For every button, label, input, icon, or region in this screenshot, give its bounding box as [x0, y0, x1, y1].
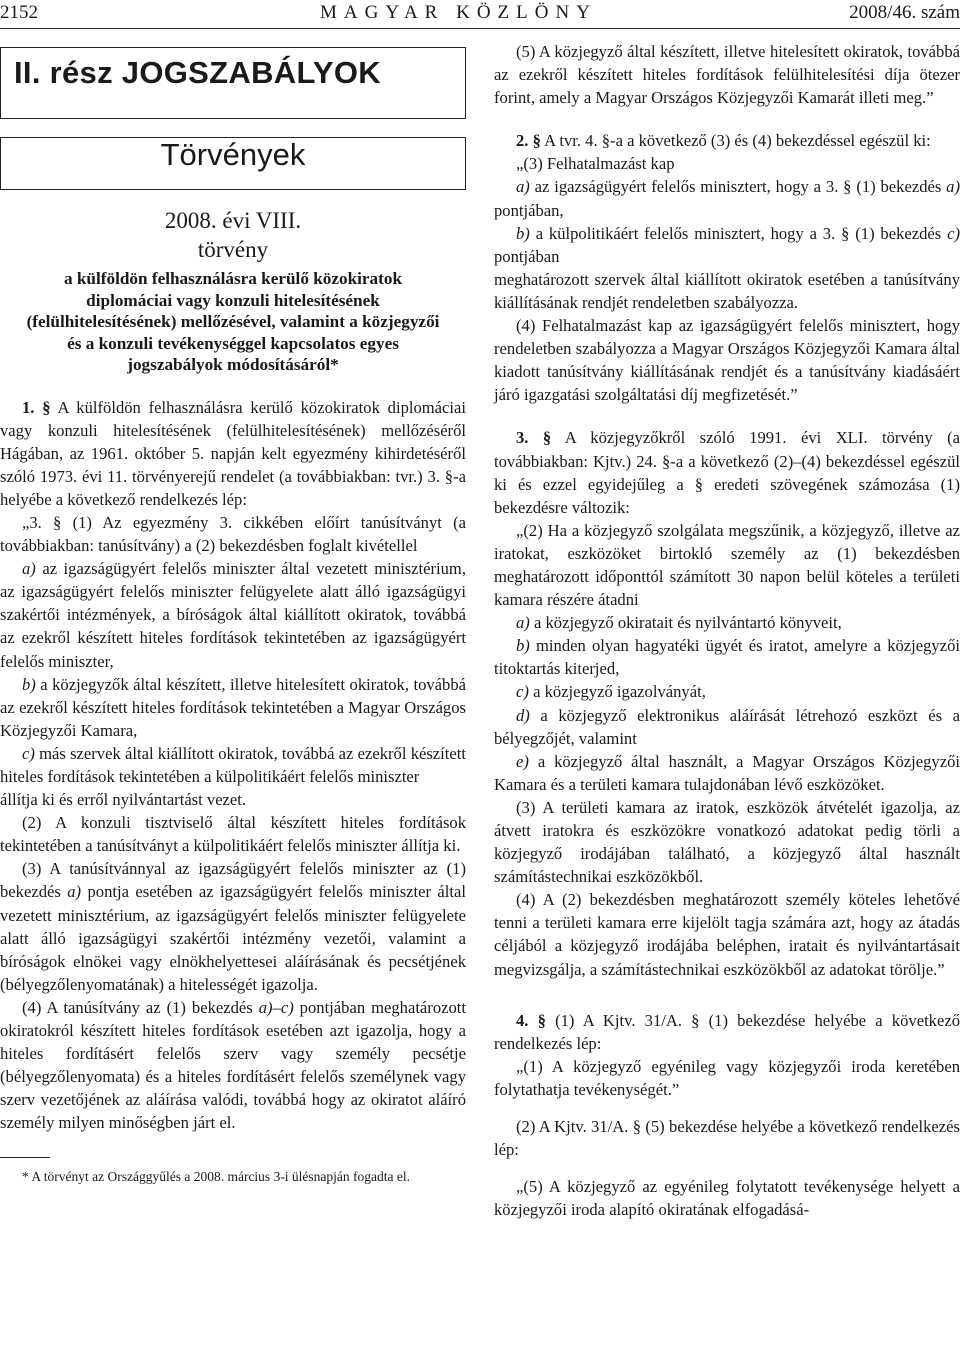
- section-text: (1) A Kjtv. 31/A. § (1) bekezdése helyébe a következő rendelkezés lép:: [494, 1010, 960, 1053]
- point-label: a): [22, 559, 36, 579]
- point-a: [494, 611, 960, 634]
- point-c: [0, 742, 466, 788]
- point-text: minden olyan hagyatéki ügyét és iratot, amelyre a közjegyzői titoktartás kiterjed,: [494, 636, 960, 679]
- text-run: a külpolitikáért felelős minisztert, hogy a 3. § (1) bekezdés: [535, 223, 948, 243]
- header-rule: [0, 28, 960, 29]
- paragraph: meghatározott szervek által kiállított okiratok esetében a tanúsítvány kiállításának rendjét rendeletben szabályozza.: [494, 269, 960, 312]
- paragraph: „(5) A közjegyző az egyénileg folytatott tevékenysége helyett a közjegyzői iroda alapító okiratának elfogadásá-: [494, 1177, 960, 1220]
- text-run: az igazságügyért felelős minisztert, hogy a 3. § (1) bekezdés: [534, 177, 947, 197]
- point-c: [494, 680, 960, 703]
- point-ref: c): [947, 223, 960, 243]
- law-year: 2008. évi VIII.: [164, 208, 302, 233]
- point-b: [494, 222, 960, 268]
- section-title: Törvények: [0, 137, 466, 190]
- point-d: [494, 704, 960, 750]
- point-ref: a)–c): [258, 997, 294, 1017]
- point-text: az igazságügyért felelős miniszter által vezetett minisztérium, az igazságügyért felelős miniszter felügyelete alatt álló igazságügyi szakértői intézmények, a bíróságok által kiállított okiratok, továbbá az ezekről készített hiteles fordítások tekintetében az igazságügyért felelős miniszter,: [0, 559, 466, 671]
- text-run: pontjában: [494, 246, 560, 266]
- point-label: b): [516, 223, 530, 243]
- point-label: b): [22, 674, 36, 694]
- journal-title: MAGYAR KÖZLÖNY: [320, 2, 597, 23]
- paragraph: (2) A konzuli tisztviselő által készített hiteles fordítások tekintetében a tanúsítványt a külpolitikáért felelős miniszter állítja ki.: [0, 813, 466, 856]
- point-text: a közjegyző elektronikus aláírását létrehozó eszközt és a bélyegzőjét, valamint: [494, 705, 960, 748]
- point-text: a közjegyzők által készített, illetve hitelesített okiratok, továbbá az ezekről készített hiteles fordítások tekintetében a Magyar Országos Közjegyzői Kamara,: [0, 674, 466, 740]
- paragraph: „3. § (1) Az egyezmény 3. cikkében előírt tanúsítványt (a továbbiakban: tanúsítvány) a (2) bekezdésben foglalt kivétellel: [0, 512, 466, 556]
- point-ref: a): [946, 177, 960, 197]
- paragraph: (4) A (2) bekezdésben meghatározott személy köteles lehetővé tenni a területi kamara erre kijelölt tagja számára azt, hogy az átadás céljából a közjegyző irodájába beléphen, iratait és nyilvántartásait megvizsgálja, a számítástechnikai eszközökből az adatokat törölje.”: [494, 890, 960, 979]
- text-run: pontjában,: [494, 200, 564, 220]
- law-kind: törvény: [197, 237, 269, 262]
- footnote-rule: [0, 1157, 50, 1158]
- point-text: a közjegyző által használt, a Magyar Országos Közjegyzői Kamara és a területi kamara tulajdonában lévő eszközöket.: [494, 751, 960, 794]
- section-3: [494, 426, 960, 518]
- point-e: [494, 750, 960, 796]
- section-4: [494, 1009, 960, 1055]
- section-number: 1. §: [22, 397, 51, 417]
- section-number: 4. §: [516, 1010, 546, 1030]
- paragraph: állítja ki és erről nyilvántartást vezet.: [0, 790, 247, 810]
- point-label: c): [516, 682, 529, 702]
- section-text: A tvr. 4. §-a a következő (3) és (4) bekezdéssel egészül ki:: [544, 131, 931, 151]
- footnote: * A törvényt az Országgyűlés a 2008. március 3-i ülésnapján fogadta el.: [22, 1168, 411, 1184]
- point-label: a): [516, 177, 530, 197]
- issue-number: 2008/46. szám: [849, 2, 960, 23]
- section-text: A külföldön felhasználásra kerülő közokiratok diplomáciai vagy konzuli hitelesítésének (felülhitelesítésének) mellőzéséről Hágában, az 1961. október 5. napján kelt egyezmény kihirdetéséről szóló 1973. évi 11. törvényerejű rendelet (a továbbiakban: tvr.) 3. §-a helyébe a következő rendelkezés lép:: [0, 397, 467, 509]
- text-run: pontjában meghatározott okiratokról készített hiteles fordítások esetében azt igazolja, hogy a hiteles fordításért felelős szerv vagy személy pecsétje (bélyegzőlenyomata) és a hiteles fordításért felelős személynek vagy szerv vezetőjének az aláírása valódi, továbbá hogy az okiratot aláíró személy milyen minőségben járt el.: [0, 997, 466, 1133]
- point-a: [494, 175, 960, 221]
- point-a: [0, 557, 466, 672]
- point-text: a közjegyző igazolványát,: [533, 682, 706, 702]
- point-ref: a): [67, 882, 82, 902]
- section-1: [0, 396, 466, 511]
- text-run: pontja esetében az igazságügyért felelős miniszter által vezetett minisztérium, az igazságügyért felelős miniszter felügyelete alatt álló igazságügyi szakértői intézmény vezetői, valamint a bíróságok elnökei vagy elnökhelyettesei aláírásának és pecsétjének (bélyegzőlenyomatának) a hitelességét igazolja.: [0, 882, 466, 994]
- point-text: más szervek által kiállított okiratok, továbbá az ezekről készített hiteles fordítások tekintetében a külpolitikáért felelős miniszter: [0, 743, 466, 786]
- point-label: a): [516, 613, 530, 633]
- paragraph: [0, 996, 466, 1135]
- paragraph: „(2) Ha a közjegyző szolgálata megszűnik, a közjegyző, illetve az iratokat, eszközöket birtokló személy az (1) bekezdésben meghatározott időponttól számított 30 napon belül köteles a területi kamara részére átadni: [494, 520, 960, 610]
- point-label: e): [516, 751, 529, 771]
- section-text: A közjegyzőkről szóló 1991. évi XLI. törvény (a továbbiakban: Kjtv.) 24. §-a a következő (2)–(4) bekezdéssel egészül ki és ezzel egyidejűleg a § eredeti szövegének számozása (1) bekezdésre változik:: [494, 428, 960, 517]
- point-label: d): [516, 705, 530, 725]
- section-2: [494, 129, 960, 152]
- point-b: [494, 634, 960, 680]
- paragraph: (2) A Kjtv. 31/A. § (5) bekezdése helyébe a következő rendelkezés lép:: [494, 1117, 960, 1160]
- point-b: [0, 673, 466, 742]
- point-label: b): [516, 636, 530, 656]
- paragraph: „(1) A közjegyző egyénileg vagy közjegyzői iroda keretében folytathatja tevékenységét.”: [494, 1056, 960, 1099]
- point-label: c): [22, 743, 35, 763]
- text-run: (4) A tanúsítvány az (1) bekezdés: [22, 997, 259, 1017]
- page-header: [0, 0, 960, 30]
- paragraph: (5) A közjegyző által készített, illetve hitelesített okiratok, továbbá az ezekről készített hiteles fordítások felülhitelesítési díja ötezer forint, amely a Magyar Országos Közjegyzői Kamarát illeti meg.”: [494, 42, 960, 108]
- section-number: 3. §: [516, 428, 552, 448]
- point-text: a közjegyző okiratait és nyilvántartó könyveit,: [533, 613, 842, 633]
- paragraph: (4) Felhatalmazást kap az igazságügyért felelős minisztert, hogy rendeletben szabályozza a Magyar Országos Közjegyzői Kamara által kiadott tanúsítvány kiállításának rendjét és a tanúsítvány kiadásáért járó igazgatási szolgáltatási díj megfizetését.”: [494, 316, 960, 405]
- part-title: II. rész JOGSZABÁLYOK: [0, 47, 466, 119]
- paragraph: (3) A területi kamara az iratok, eszközök átvételét igazolja, az átvett iratokra és eszközökre vonatkozó adatokat pedig törli a közjegyző irodájában található, a közjegyző által használt számítástechnikai eszközökből.: [494, 797, 960, 887]
- paragraph: [0, 857, 466, 996]
- left-column: [0, 40, 466, 1186]
- page-number: 2152: [0, 2, 38, 23]
- right-column: [494, 40, 960, 1221]
- law-title: a külföldön felhasználásra kerülő közokiratok diplomáciai vagy konzuli hitelesítésének (felülhitelesítésének) mellőzésével, valamint a közjegyzői és a konzuli tevékenységgel kapcsolatos egyes jogszabályok módosításáról*: [26, 269, 440, 374]
- section-number: 2. §: [516, 131, 541, 151]
- text-run: (3) A tanúsítvánnyal az igazságügyért felelős miniszter az (1) bekezdés: [0, 859, 466, 902]
- paragraph: „(3) Felhatalmazást kap: [516, 154, 675, 174]
